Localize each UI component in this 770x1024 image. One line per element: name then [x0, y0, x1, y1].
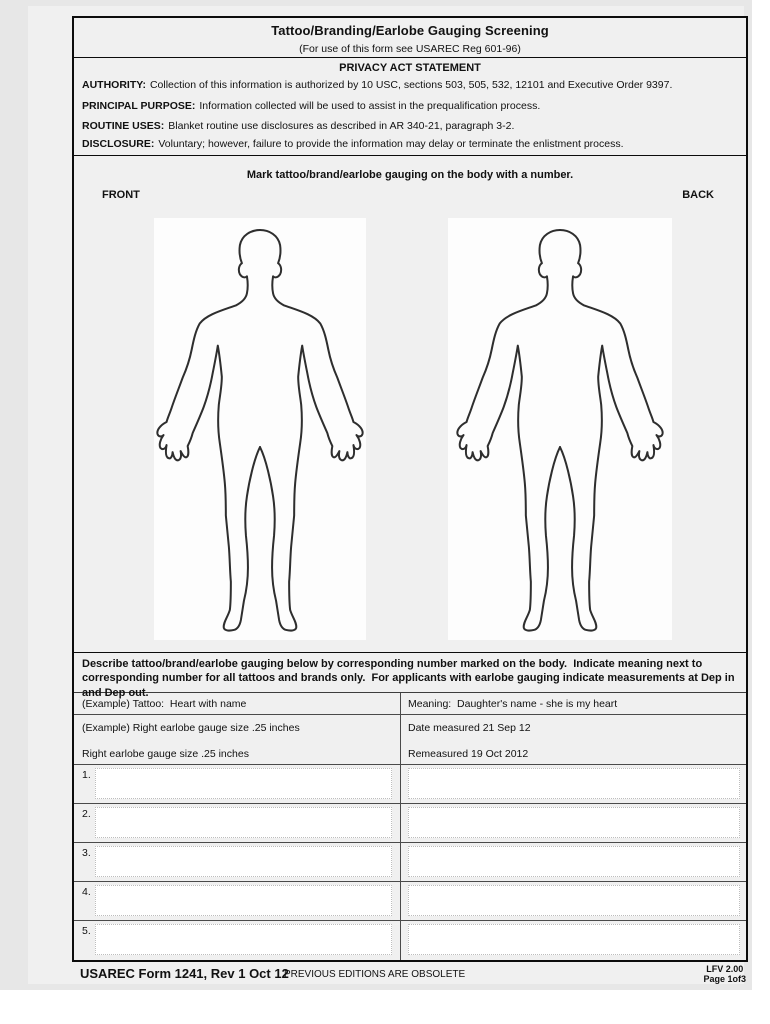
row-4-description-field[interactable]: [95, 885, 392, 916]
row-3-meaning-field[interactable]: [408, 846, 740, 877]
example-remeasured: Remeasured 19 Oct 2012: [408, 748, 529, 760]
front-label: FRONT: [102, 189, 140, 201]
privacy-act-section: [74, 58, 746, 156]
row-1-meaning-field[interactable]: [408, 768, 740, 799]
privacy-routine-uses-line: [82, 120, 740, 132]
row-2-meaning-field[interactable]: [408, 807, 740, 838]
example-earlobe-line1: (Example) Right earlobe gauge size .25 inches: [82, 722, 300, 734]
footer-obsolete-note: PREVIOUS EDITIONS ARE OBSOLETE: [284, 969, 466, 980]
privacy-authority-line: [82, 79, 740, 91]
form-title: Tattoo/Branding/Earlobe Gauging Screening: [271, 23, 549, 38]
row-5-number: 5.: [82, 925, 91, 937]
example-date-measured: Date measured 21 Sep 12: [408, 722, 531, 734]
row-3-number: 3.: [82, 847, 91, 859]
form-subtitle: (For use of this form see USAREC Reg 601-96): [299, 43, 521, 55]
form-container: [72, 16, 748, 962]
row-1-description-field[interactable]: [95, 768, 392, 799]
row-4-meaning-field[interactable]: [408, 885, 740, 916]
body-diagram-front[interactable]: [154, 218, 366, 640]
privacy-authority-label: AUTHORITY:: [82, 79, 146, 91]
example-tattoo-text: (Example) Tattoo: Heart with name: [82, 698, 247, 710]
row-5-description-field[interactable]: [95, 924, 392, 955]
privacy-purpose-text: Information collected will be used to assist in the prequalification process.: [199, 100, 541, 112]
privacy-purpose-line: [82, 100, 740, 112]
body-marking-section: [74, 156, 746, 653]
entry-row-3: [74, 843, 746, 882]
row-1-number: 1.: [82, 769, 91, 781]
footer-form-id: USAREC Form 1241, Rev 1 Oct 12: [80, 966, 289, 981]
row-3-description-field[interactable]: [95, 846, 392, 877]
example-earlobe-line2: Right earlobe gauge size .25 inches: [82, 748, 249, 760]
entry-row-4: [74, 882, 746, 921]
table-column-divider: [400, 693, 401, 960]
entry-row-5: [74, 921, 746, 960]
entry-row-1: [74, 765, 746, 804]
row-2-number: 2.: [82, 808, 91, 820]
entry-row-2: [74, 804, 746, 843]
example-row-earlobe: [74, 715, 746, 765]
title-section: [74, 18, 746, 58]
row-4-number: 4.: [82, 886, 91, 898]
body-diagram-back[interactable]: [448, 218, 672, 640]
footer-version-page: [703, 964, 746, 984]
mark-instruction: Mark tattoo/brand/earlobe gauging on the body with a number.: [246, 169, 574, 181]
privacy-act-heading: PRIVACY ACT STATEMENT: [339, 62, 481, 74]
row-5-meaning-field[interactable]: [408, 924, 740, 955]
privacy-disclosure-label: DISCLOSURE:: [82, 138, 155, 150]
row-2-description-field[interactable]: [95, 807, 392, 838]
privacy-disclosure-line: [82, 138, 740, 150]
privacy-purpose-label: PRINCIPAL PURPOSE:: [82, 100, 196, 112]
privacy-authority-text: Collection of this information is authorized by 10 USC, sections 503, 505, 532, 12101 and Executive Order 9397.: [149, 79, 673, 91]
form-page: [28, 6, 744, 984]
privacy-disclosure-text: Voluntary; however, failure to provide the information may delay or terminate the enlistment process.: [158, 138, 624, 150]
describe-instruction: Describe tattoo/brand/earlobe gauging below by corresponding number marked on the body. Indicate meaning next to corresponding number for all tattoos and brands only. For applicants with earlobe gauging indicate measurements at Dep in and Dep out.: [74, 653, 746, 693]
footer-page-number: Page 1of3: [703, 974, 746, 984]
back-label: BACK: [682, 189, 714, 201]
body-outline-back-image: [448, 218, 672, 640]
privacy-routine-uses-text: Blanket routine use disclosures as described in AR 340-21, paragraph 3-2.: [168, 120, 515, 132]
footer-version: LFV 2.00: [706, 964, 744, 974]
form-footer: [72, 964, 748, 990]
privacy-routine-uses-label: ROUTINE USES:: [82, 120, 165, 132]
example-meaning-text: Meaning: Daughter's name - she is my heart: [408, 698, 618, 710]
example-row-tattoo: [74, 693, 746, 715]
body-outline-front-image: [154, 218, 366, 640]
